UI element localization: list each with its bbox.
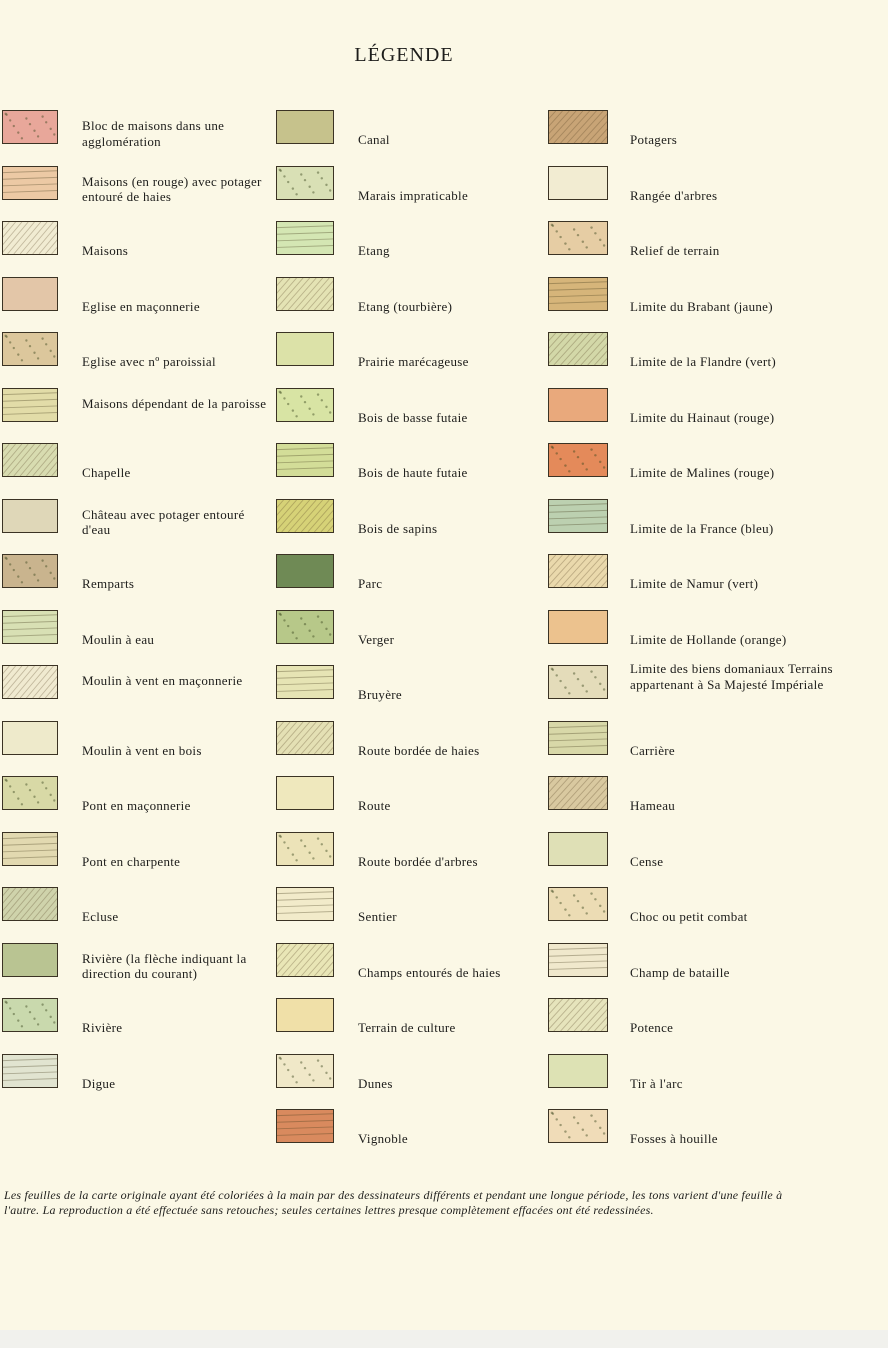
legend-entry (2, 219, 270, 275)
legend-entry (276, 497, 546, 553)
legend-swatch (276, 332, 334, 366)
legend-entry (276, 996, 546, 1052)
legend-label: Sentier (358, 909, 397, 924)
legend-entry (2, 552, 270, 608)
legend-entry (276, 275, 546, 331)
legend-label: Choc ou petit combat (630, 909, 748, 924)
legend-swatch (2, 776, 58, 810)
legend-entry (548, 885, 886, 941)
legend-label: Hameau (630, 798, 676, 813)
legend-label: Limite des biens domaniaux Terrains appartenant à Sa Majesté Impériale (630, 661, 833, 692)
legend-entry (2, 663, 270, 719)
legend-label: Parc (358, 576, 383, 591)
legend-entry (2, 941, 270, 997)
legend-swatch (276, 887, 334, 921)
legend-swatch (2, 721, 58, 755)
legend-label: Eglise avec nº paroissial (82, 354, 216, 369)
legend-swatch (548, 665, 608, 699)
legend-label: Prairie marécageuse (358, 354, 469, 369)
legend-label: Limite de Hollande (orange) (630, 631, 787, 647)
legend-entry (2, 719, 270, 775)
legend-label: Maisons (82, 243, 129, 258)
legend-label: Eglise en maçonnerie (82, 298, 200, 314)
legend-entry (2, 608, 270, 664)
legend-entry (548, 1107, 886, 1163)
legend-swatch (276, 1054, 334, 1088)
legend-label: Cense (630, 853, 664, 869)
legend-swatch (548, 998, 608, 1032)
legend-label: Château avec potager entouré d'eau (82, 506, 245, 537)
legend-column-3 (548, 108, 886, 1163)
legend-label: Rangée d'arbres (630, 187, 718, 203)
legend-label: Digue (82, 1075, 116, 1091)
legend-swatch (2, 998, 58, 1032)
legend-swatch (276, 998, 334, 1032)
legend-label: Potagers (630, 132, 678, 147)
legend-entry (2, 386, 270, 442)
legend-entry (2, 330, 270, 386)
legend-entry (548, 552, 886, 608)
legend-title: LÉGENDE (354, 44, 454, 66)
legend-swatch (2, 887, 58, 921)
legend-swatch (276, 388, 334, 422)
legend-swatch (2, 277, 58, 311)
legend-swatch (2, 610, 58, 644)
legend-swatch (276, 776, 334, 810)
legend-swatch (548, 776, 608, 810)
legend-entry (2, 996, 270, 1052)
legend-entry (276, 663, 546, 719)
legend-label: Limite de la France (bleu) (630, 520, 774, 536)
legend-swatch (548, 887, 608, 921)
legend-label: Route bordée d'arbres (358, 853, 478, 869)
legend-label: Carrière (630, 742, 675, 758)
legend-label: Chapelle (82, 465, 131, 480)
legend-label: Bois de sapins (358, 520, 438, 536)
legend-label: Maisons dépendant de la paroisse (82, 395, 267, 411)
legend-entry (548, 108, 886, 164)
legend-swatch (2, 332, 58, 366)
legend-entry (276, 885, 546, 941)
legend-entry (548, 386, 886, 442)
legend-swatch (2, 166, 58, 200)
legend-entry (548, 330, 886, 386)
legend-entry (548, 497, 886, 553)
legend-swatch (276, 499, 334, 533)
legend-swatch (548, 221, 608, 255)
legend-entry (2, 497, 270, 553)
legend-entry (276, 330, 546, 386)
legend-entry (276, 219, 546, 275)
legend-entry (548, 275, 886, 331)
legend-entry (2, 1052, 270, 1108)
legend-label: Limite du Hainaut (rouge) (630, 409, 775, 425)
legend-label: Relief de terrain (630, 243, 720, 258)
legend-entry (276, 1107, 546, 1163)
legend-entry (276, 552, 546, 608)
legend-swatch (2, 943, 58, 977)
legend-label: Limite de Namur (vert) (630, 576, 759, 591)
legend-swatch (548, 610, 608, 644)
legend-swatch (276, 443, 334, 477)
legend-swatch (548, 1109, 608, 1143)
legend-swatch (2, 665, 58, 699)
legend-column-2 (276, 108, 546, 1163)
legend-swatch (276, 721, 334, 755)
legend-swatch (276, 665, 334, 699)
legend-label: Limite de Malines (rouge) (630, 465, 775, 480)
legend-swatch (548, 832, 608, 866)
legend-swatch (276, 610, 334, 644)
legend-entry (548, 663, 886, 719)
legend-label: Bloc de maisons dans une agglomération (82, 118, 225, 149)
legend-entry (548, 996, 886, 1052)
legend-swatch (2, 499, 58, 533)
legend-entry (276, 164, 546, 220)
legend-entry (548, 219, 886, 275)
legend-entry (276, 1052, 546, 1108)
legend-label: Dunes (358, 1075, 393, 1091)
legend-swatch (276, 166, 334, 200)
legend-entry (276, 774, 546, 830)
legend-entry (276, 719, 546, 775)
legend-swatch (276, 943, 334, 977)
legend-entry (2, 774, 270, 830)
legend-label: Pont en charpente (82, 853, 181, 869)
legend-swatch (548, 277, 608, 311)
legend-swatch (2, 1054, 58, 1088)
legend-label: Etang (tourbière) (358, 298, 453, 314)
legend-swatch (276, 277, 334, 311)
legend-swatch (2, 221, 58, 255)
legend-entry (548, 1052, 886, 1108)
legend-swatch (548, 110, 608, 144)
legend-label: Fosses à houille (630, 1131, 718, 1146)
legend-swatch (2, 388, 58, 422)
legend-label: Rivière (82, 1020, 123, 1035)
legend-label: Marais impraticable (358, 187, 469, 203)
legend-entry (2, 885, 270, 941)
legend-swatch (2, 832, 58, 866)
legend-entry (2, 830, 270, 886)
legend-swatch (2, 110, 58, 144)
legend-entry (548, 608, 886, 664)
legend-label: Moulin à eau (82, 631, 155, 647)
legend-entry (548, 441, 886, 497)
legend-swatch (276, 110, 334, 144)
legend-label: Bois de basse futaie (358, 409, 468, 425)
legend-label: Tir à l'arc (630, 1075, 683, 1091)
legend-label: Remparts (82, 576, 135, 591)
legend-entry (548, 774, 886, 830)
legend-label: Route bordée de haies (358, 742, 480, 758)
legend-swatch (2, 443, 58, 477)
legend-label: Limite du Brabant (jaune) (630, 298, 773, 314)
legend-entry (548, 719, 886, 775)
legend-swatch (548, 721, 608, 755)
legend-label: Maisons (en rouge) avec potager entouré de haies (82, 173, 262, 204)
legend-entry (2, 164, 270, 220)
legend-swatch (548, 166, 608, 200)
legend-swatch (548, 1054, 608, 1088)
legend-label: Ecluse (82, 909, 119, 924)
legend-entry (2, 441, 270, 497)
legend-label: Terrain de culture (358, 1020, 456, 1035)
legend-label: Canal (358, 132, 390, 147)
legend-label: Bruyère (358, 687, 402, 702)
legend-entry (548, 830, 886, 886)
legend-entry (276, 608, 546, 664)
legend-swatch (276, 832, 334, 866)
legend-label: Moulin à vent en bois (82, 742, 202, 758)
legend-label: Pont en maçonnerie (82, 798, 191, 813)
legend-entry (548, 164, 886, 220)
legend-swatch (548, 554, 608, 588)
page-bottom-edge (0, 1330, 888, 1348)
legend-entry (276, 386, 546, 442)
legend-entry (2, 275, 270, 331)
legend-swatch (548, 443, 608, 477)
legend-label: Etang (358, 243, 390, 258)
legend-label: Limite de la Flandre (vert) (630, 354, 776, 369)
legend-swatch (276, 221, 334, 255)
legend-label: Verger (358, 631, 395, 647)
legend-entry (276, 441, 546, 497)
legend-swatch (548, 499, 608, 533)
legend-entry (276, 941, 546, 997)
legend-swatch (276, 554, 334, 588)
legend-label: Champs entourés de haies (358, 964, 501, 980)
legend-label: Moulin à vent en maçonnerie (82, 673, 243, 688)
legend-label: Champ de bataille (630, 964, 730, 980)
legend-label: Rivière (la flèche indiquant la direction du courant) (82, 950, 247, 981)
legend-column-1 (2, 108, 270, 1107)
legend-swatch (548, 943, 608, 977)
legend-entry (2, 108, 270, 164)
legend-label: Vignoble (358, 1131, 409, 1146)
legend-swatch (2, 554, 58, 588)
footnote: Les feuilles de la carte originale ayant été coloriées à la main par des dessinateurs différents et pendant une longue période, les tons varient d'une feuille à l'autre. La reproduction a été effectuée sans retouches; seules certaines lettres presque complètement effacées ont été redessinées. (4, 1188, 783, 1217)
legend-swatch (548, 332, 608, 366)
legend-entry (276, 108, 546, 164)
legend-entry (276, 830, 546, 886)
legend-entry (548, 941, 886, 997)
legend-label: Potence (630, 1020, 674, 1035)
legend-label: Bois de haute futaie (358, 465, 468, 480)
legend-label: Route (358, 798, 391, 813)
legend-swatch (276, 1109, 334, 1143)
legend-swatch (548, 388, 608, 422)
